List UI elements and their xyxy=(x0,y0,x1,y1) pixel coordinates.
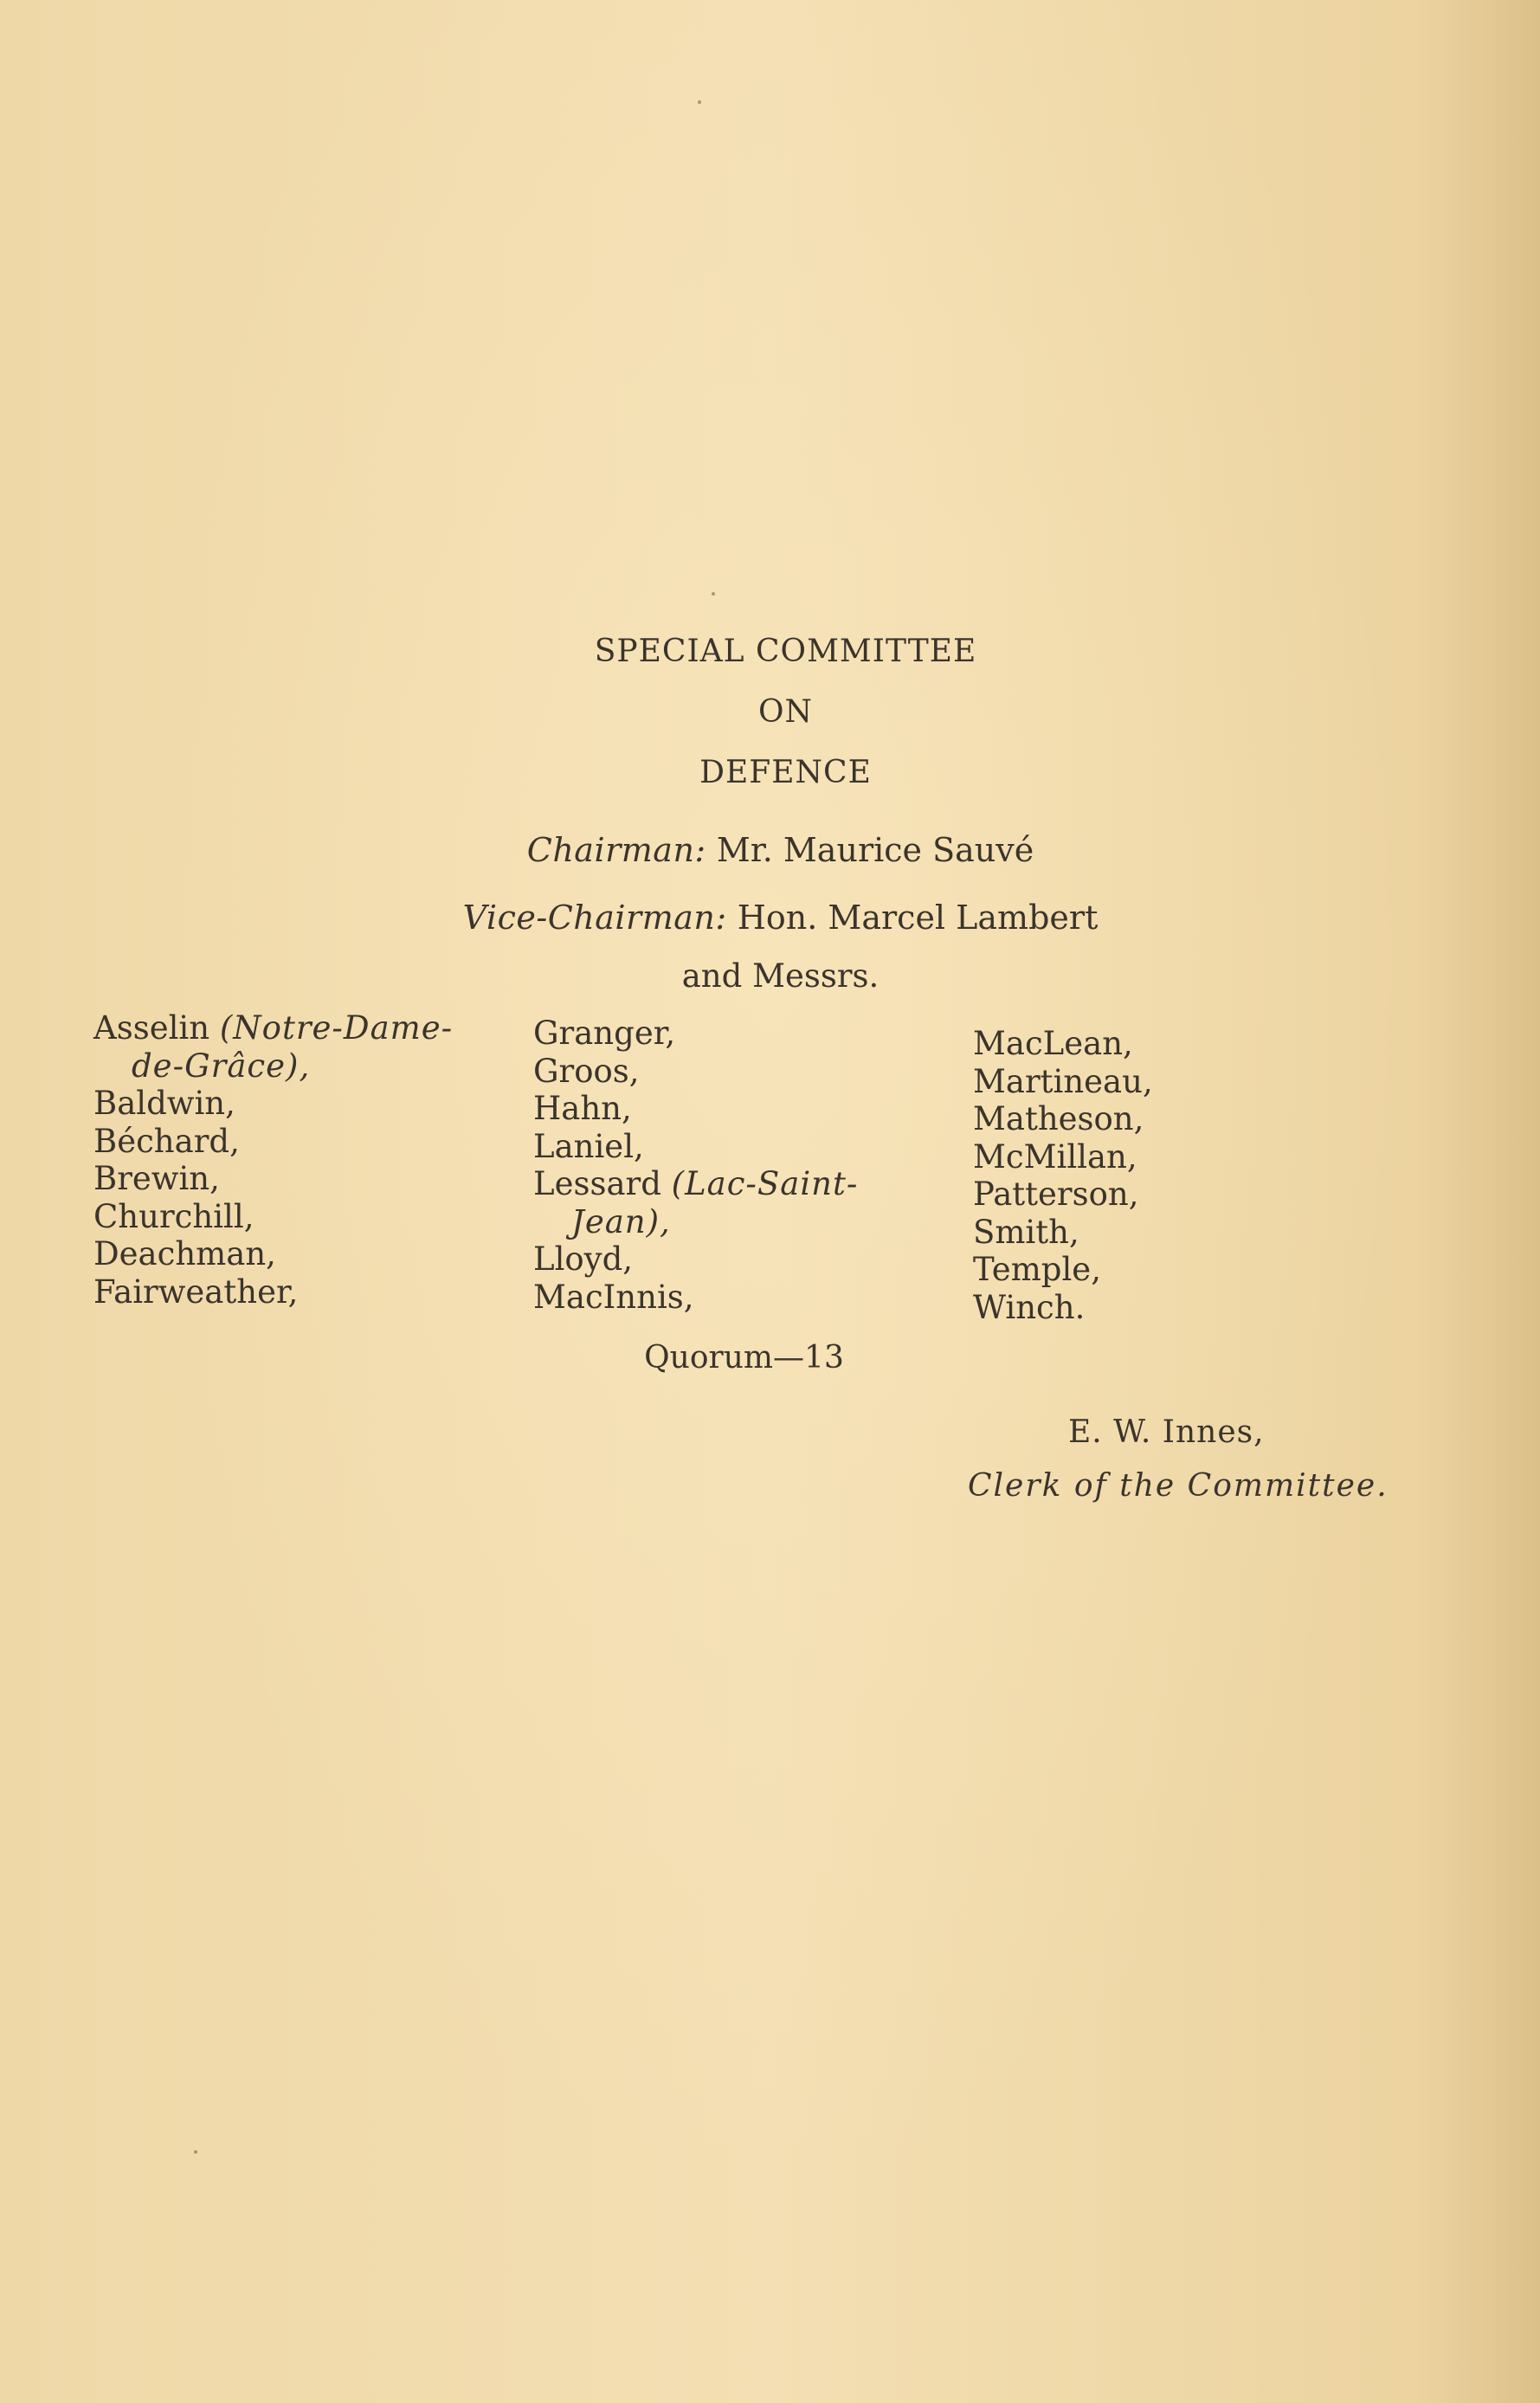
member-name: Temple, xyxy=(973,1251,1101,1288)
quorum: Quorum—13 xyxy=(644,1340,844,1375)
member-entry-lessard xyxy=(533,1165,858,1240)
member-column-3 xyxy=(973,1025,1153,1326)
member-name: Hahn, xyxy=(533,1090,632,1127)
member-name: Winch. xyxy=(973,1288,1086,1326)
vice-chairman-name: Hon. Marcel Lambert xyxy=(737,899,1099,937)
vice-chairman-line xyxy=(10,899,1540,937)
member-name: Matheson, xyxy=(973,1100,1144,1137)
member-name: Patterson, xyxy=(973,1176,1139,1213)
member-name: Smith, xyxy=(973,1213,1079,1251)
member-name: Asselin xyxy=(93,1009,210,1047)
member-entry-asselin xyxy=(93,1009,453,1085)
member-riding: (Lac-Saint- xyxy=(671,1165,859,1202)
clerk-title: Clerk of the Committee. xyxy=(968,1468,1389,1504)
vice-chairman-label: Vice-Chairman: xyxy=(462,899,727,937)
paper-speck xyxy=(698,100,701,104)
committee-title-on: ON xyxy=(757,694,813,730)
member-name: Béchard, xyxy=(93,1122,240,1160)
chairman-name: Mr. Maurice Sauvé xyxy=(716,831,1034,869)
and-messrs: and Messrs. xyxy=(681,957,880,995)
clerk-name: E. W. Innes, xyxy=(1068,1414,1265,1450)
member-riding-continued: de-Grâce), xyxy=(132,1047,311,1085)
member-name: Fairweather, xyxy=(93,1272,299,1311)
member-name: Laniel, xyxy=(533,1127,644,1165)
member-name: Churchill, xyxy=(93,1197,255,1235)
member-column-2 xyxy=(533,1015,858,1316)
member-name: Granger, xyxy=(533,1015,676,1052)
member-riding-continued: Jean), xyxy=(571,1202,671,1240)
member-name: Martineau, xyxy=(973,1062,1153,1100)
clerk-signature-block xyxy=(968,1406,1389,1513)
paper-speck xyxy=(194,2150,197,2154)
committee-title: SPECIAL COMMITTEE xyxy=(594,634,977,669)
chairman-label: Chairman: xyxy=(526,831,706,869)
member-name: Groos, xyxy=(533,1052,640,1090)
member-name: MacInnis, xyxy=(533,1278,694,1316)
member-column-1 xyxy=(93,1009,453,1311)
paper-speck xyxy=(712,592,715,596)
member-name: Brewin, xyxy=(93,1160,220,1197)
member-name: Deachman, xyxy=(93,1235,276,1272)
member-name: Lessard xyxy=(533,1165,661,1202)
member-name: MacLean, xyxy=(973,1025,1133,1062)
member-name: McMillan, xyxy=(973,1137,1137,1176)
chairman-line xyxy=(10,831,1540,869)
member-riding: (Notre-Dame- xyxy=(219,1009,454,1047)
member-name: Lloyd, xyxy=(533,1240,634,1278)
member-name: Baldwin, xyxy=(93,1085,235,1122)
committee-subject: DEFENCE xyxy=(699,755,872,790)
